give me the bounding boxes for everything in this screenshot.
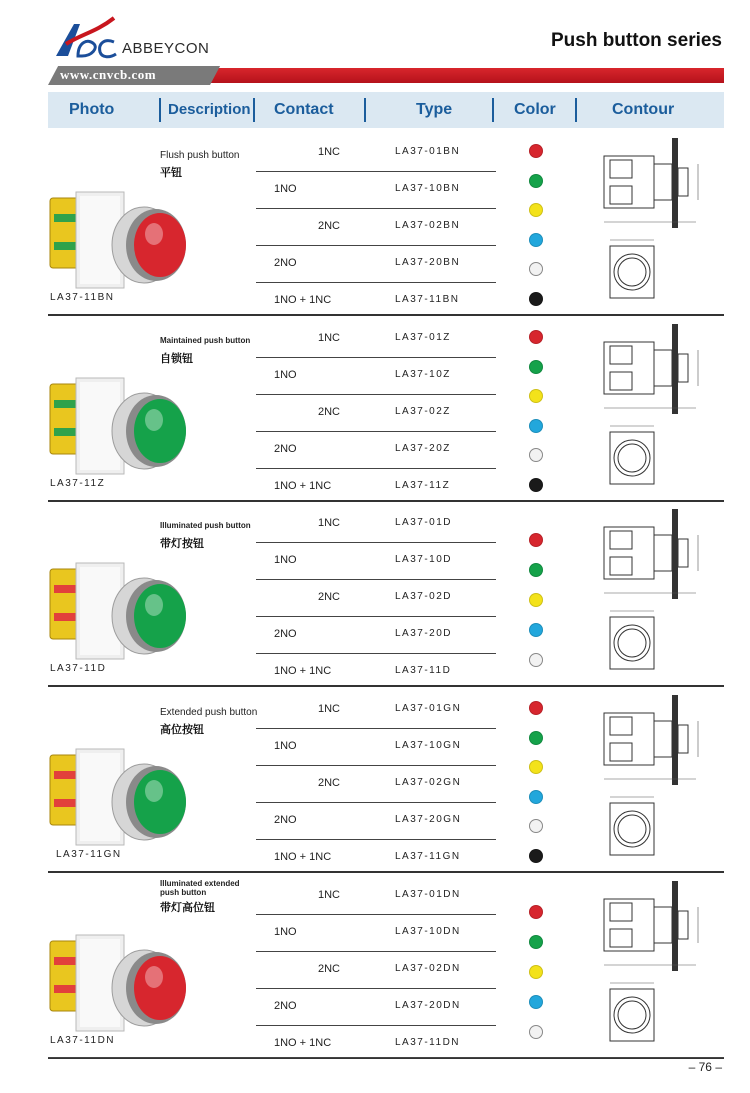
type-value: LA37-20BN — [395, 257, 461, 268]
col-separator — [364, 98, 366, 122]
color-swatch-red — [529, 533, 543, 547]
contact-value: 1NO + 1NC — [274, 294, 332, 306]
row-divider — [256, 802, 496, 803]
section-divider — [48, 871, 724, 873]
type-value: LA37-01BN — [395, 146, 461, 157]
contour-drawing — [596, 320, 720, 490]
col-description: Description — [168, 101, 251, 118]
type-value: LA37-20Z — [395, 443, 451, 454]
website-url[interactable]: www.cnvcb.com — [60, 67, 157, 82]
page-header — [0, 0, 750, 90]
color-swatch-green — [529, 174, 543, 188]
type-value: LA37-01D — [395, 517, 453, 528]
row-divider — [256, 839, 496, 840]
color-swatch-yellow — [529, 203, 543, 217]
contour-drawing-icon — [596, 877, 720, 1047]
column-header-bar — [48, 92, 724, 128]
color-swatch-yellow — [529, 593, 543, 607]
product-section — [48, 318, 724, 502]
description-en: Maintained push button — [160, 336, 251, 345]
contour-drawing — [596, 691, 720, 861]
col-separator — [492, 98, 494, 122]
contact-value: 1NO + 1NC — [274, 1037, 332, 1049]
description-zh: 高位按钮 — [160, 724, 204, 736]
contact-value: 1NO + 1NC — [274, 851, 332, 863]
contact-value: 1NC — [318, 889, 341, 901]
color-swatch-blue — [529, 233, 543, 247]
contour-drawing-icon — [596, 691, 720, 861]
row-divider — [256, 208, 496, 209]
row-divider — [256, 468, 496, 469]
contact-value: 2NC — [318, 406, 341, 418]
brand-name: ABBEYCON — [122, 40, 210, 57]
col-separator — [253, 98, 255, 122]
abbeycon-logo-icon — [52, 14, 120, 62]
type-value: LA37-02GN — [395, 777, 462, 788]
row-divider — [256, 431, 496, 432]
contact-value: 2NC — [318, 777, 341, 789]
description-zh: 平钮 — [160, 167, 182, 179]
col-contour: Contour — [612, 101, 675, 118]
col-separator — [575, 98, 577, 122]
model-number: LA37-11DN — [50, 1035, 116, 1046]
row-divider — [256, 616, 496, 617]
contact-value: 2NC — [318, 963, 341, 975]
description-zh: 带灯按钮 — [160, 538, 204, 550]
contact-value: 1NC — [318, 517, 341, 529]
contour-drawing — [596, 134, 720, 304]
col-type: Type — [416, 101, 453, 118]
contact-value: 2NO — [274, 443, 297, 455]
page-number: – 76 – — [688, 1060, 722, 1074]
color-swatch-red — [529, 144, 543, 158]
type-value: LA37-10GN — [395, 740, 462, 751]
product-section — [48, 503, 724, 687]
description-en: Extended push button — [160, 707, 258, 718]
row-divider — [256, 171, 496, 172]
contact-value: 1NC — [318, 332, 341, 344]
color-swatch-red — [529, 701, 543, 715]
contour-drawing — [596, 505, 720, 675]
color-swatch-black — [529, 292, 543, 306]
color-swatch-green — [529, 731, 543, 745]
color-swatch-white — [529, 1025, 543, 1039]
contour-drawing-icon — [596, 505, 720, 675]
type-value: LA37-01GN — [395, 703, 462, 714]
row-divider — [256, 579, 496, 580]
color-swatch-white — [529, 262, 543, 276]
description-en: Illuminated extended push button — [160, 879, 240, 897]
contact-value: 2NC — [318, 591, 341, 603]
color-swatch-green — [529, 360, 543, 374]
color-swatch-black — [529, 849, 543, 863]
type-value: LA37-02D — [395, 591, 453, 602]
contour-drawing-icon — [596, 134, 720, 304]
color-swatch-white — [529, 819, 543, 833]
contact-value: 1NO — [274, 740, 297, 752]
row-divider — [256, 394, 496, 395]
contact-value: 2NO — [274, 1000, 297, 1012]
row-divider — [256, 951, 496, 952]
row-divider — [256, 1025, 496, 1026]
row-divider — [256, 357, 496, 358]
color-swatch-yellow — [529, 760, 543, 774]
contact-value: 2NO — [274, 257, 297, 269]
type-value: LA37-11BN — [395, 294, 460, 305]
type-value: LA37-20DN — [395, 1000, 461, 1011]
color-swatch-green — [529, 563, 543, 577]
contact-value: 1NO + 1NC — [274, 480, 332, 492]
contact-value: 1NO + 1NC — [274, 665, 332, 677]
type-value: LA37-02Z — [395, 406, 451, 417]
contact-value: 2NO — [274, 814, 297, 826]
col-separator — [159, 98, 161, 122]
header-red-bar — [208, 68, 724, 83]
contour-drawing — [596, 877, 720, 1047]
row-divider — [256, 914, 496, 915]
row-divider — [256, 542, 496, 543]
color-swatch-red — [529, 330, 543, 344]
color-swatch-green — [529, 935, 543, 949]
contact-value: 1NC — [318, 703, 341, 715]
type-value: LA37-20D — [395, 628, 453, 639]
model-number: LA37-11BN — [50, 292, 115, 303]
type-value: LA37-10DN — [395, 926, 461, 937]
color-swatch-blue — [529, 995, 543, 1009]
section-divider — [48, 685, 724, 687]
type-value: LA37-20GN — [395, 814, 462, 825]
color-swatch-yellow — [529, 965, 543, 979]
section-divider — [48, 314, 724, 316]
model-number: LA37-11D — [50, 663, 107, 674]
row-divider — [256, 245, 496, 246]
description-en: Flush push button — [160, 150, 240, 161]
row-divider — [256, 728, 496, 729]
type-value: LA37-11GN — [395, 851, 461, 862]
type-value: LA37-02DN — [395, 963, 461, 974]
row-divider — [256, 653, 496, 654]
col-color: Color — [514, 101, 556, 118]
type-value: LA37-11DN — [395, 1037, 461, 1048]
contact-value: 2NC — [318, 220, 341, 232]
type-value: LA37-10BN — [395, 183, 461, 194]
color-swatch-blue — [529, 623, 543, 637]
color-swatch-black — [529, 478, 543, 492]
color-swatch-blue — [529, 419, 543, 433]
contact-value: 2NO — [274, 628, 297, 640]
page-title: Push button series — [550, 30, 722, 51]
section-divider — [48, 500, 724, 502]
color-swatch-red — [529, 905, 543, 919]
product-section — [48, 875, 724, 1059]
color-swatch-yellow — [529, 389, 543, 403]
model-number: LA37-11Z — [50, 478, 106, 489]
type-value: LA37-01DN — [395, 889, 461, 900]
color-swatch-white — [529, 448, 543, 462]
row-divider — [256, 282, 496, 283]
row-divider — [256, 988, 496, 989]
footer-line — [48, 1057, 724, 1058]
description-zh: 自锁钮 — [160, 353, 193, 365]
description-zh: 带灯高位钮 — [160, 902, 215, 914]
type-value: LA37-10Z — [395, 369, 451, 380]
product-section — [48, 132, 724, 316]
type-value: LA37-10D — [395, 554, 453, 565]
contact-value: 1NO — [274, 183, 297, 195]
description-en: Illuminated push button — [160, 521, 251, 530]
color-swatch-blue — [529, 790, 543, 804]
type-value: LA37-02BN — [395, 220, 461, 231]
type-value: LA37-11Z — [395, 480, 451, 491]
color-swatch-white — [529, 653, 543, 667]
model-number: LA37-11GN — [56, 849, 122, 860]
contact-value: 1NO — [274, 369, 297, 381]
type-value: LA37-11D — [395, 665, 452, 676]
contact-value: 1NC — [318, 146, 341, 158]
contour-drawing-icon — [596, 320, 720, 490]
contact-value: 1NO — [274, 926, 297, 938]
col-contact: Contact — [274, 101, 334, 118]
contact-value: 1NO — [274, 554, 297, 566]
product-section — [48, 689, 724, 873]
row-divider — [256, 765, 496, 766]
col-photo: Photo — [69, 101, 115, 118]
type-value: LA37-01Z — [395, 332, 451, 343]
